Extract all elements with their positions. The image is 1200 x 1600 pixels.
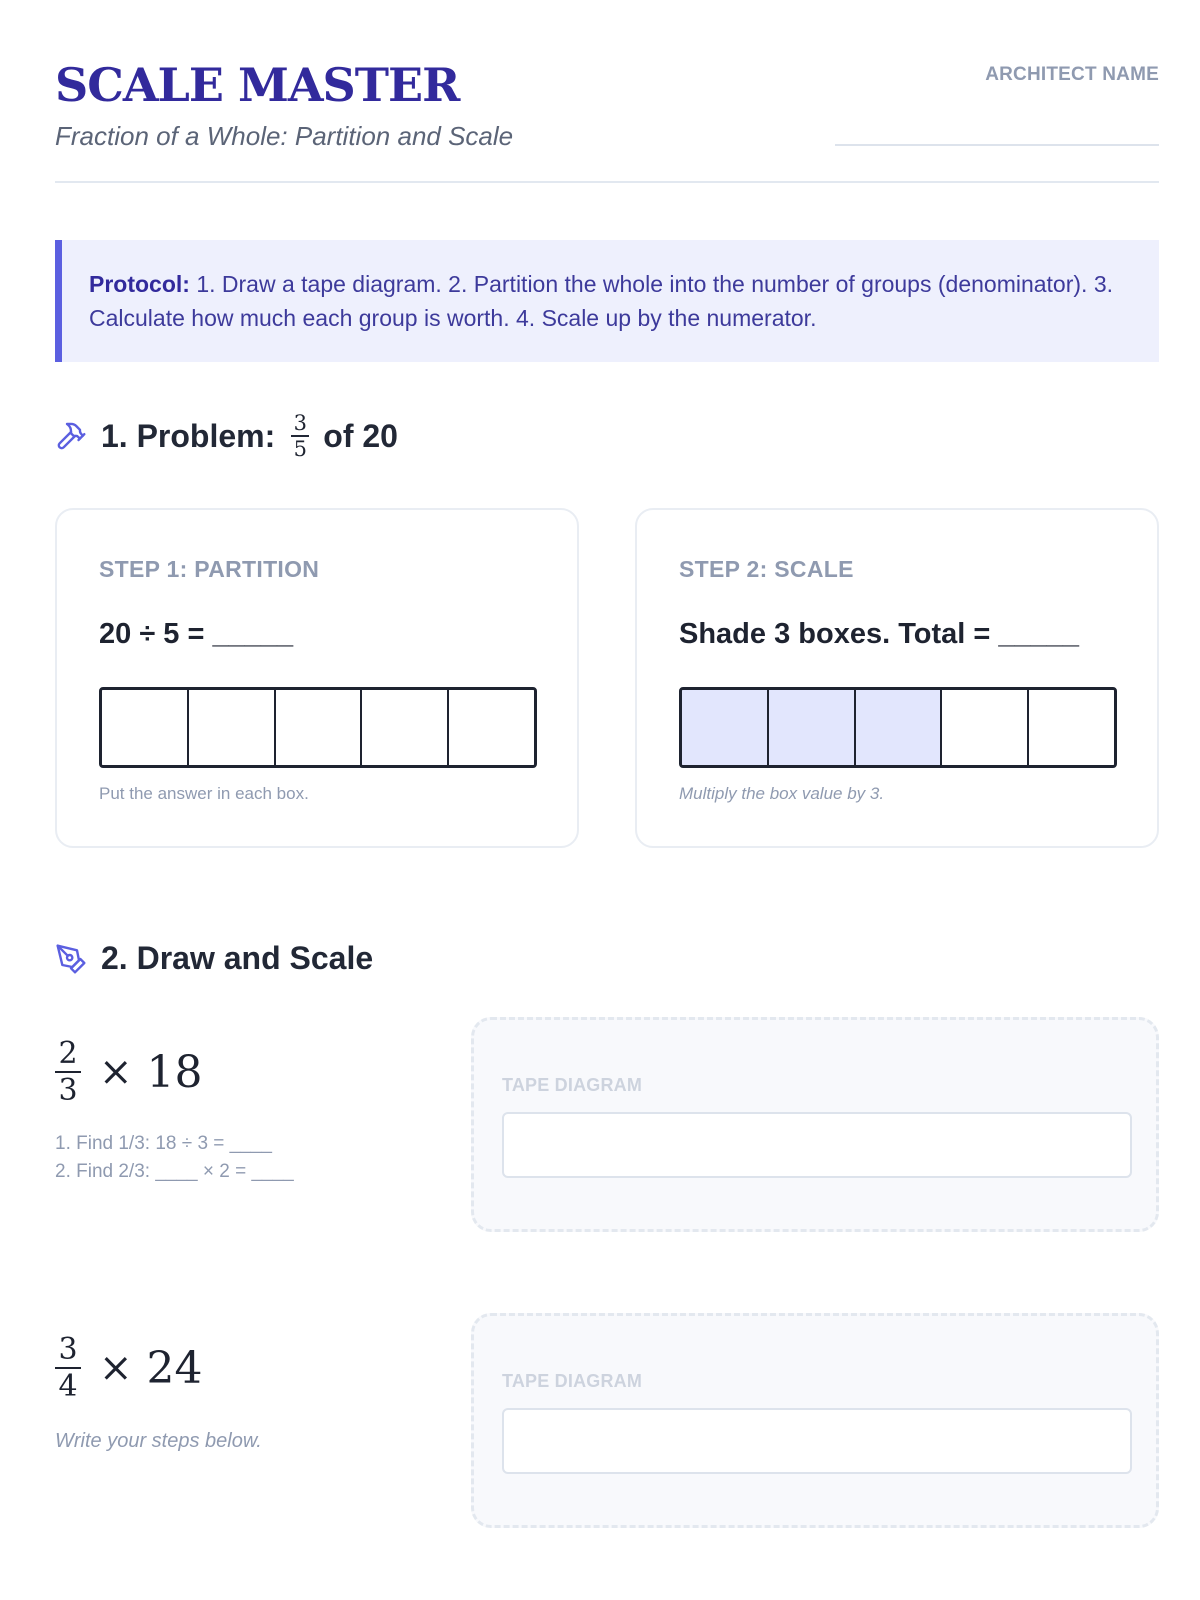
step-1-card	[55, 508, 579, 848]
step-1-equation: 20 ÷ 5 = _____	[99, 618, 294, 650]
tape-diagram-area-b	[471, 1313, 1159, 1528]
tape-diagram	[679, 687, 1117, 768]
problem-b-expression	[55, 1334, 455, 1402]
tape-diagram	[99, 687, 537, 768]
section-2-heading	[55, 940, 373, 977]
problem-a-step-2: 2. Find 2/3: ____ × 2 = ____	[55, 1161, 294, 1182]
tape-cell[interactable]	[362, 690, 449, 765]
tape-cell[interactable]	[1029, 690, 1114, 765]
tape-cell[interactable]	[276, 690, 363, 765]
problem-b-denominator: 4	[58, 1369, 78, 1404]
tape-diagram-drawing-box[interactable]	[502, 1408, 1132, 1474]
architect-name-label: ARCHITECT NAME	[985, 64, 1159, 85]
tape-cell-shaded[interactable]	[769, 690, 856, 765]
fraction-numerator: 3	[293, 411, 307, 435]
page-title: SCALE MASTER	[55, 58, 460, 112]
tape-diagram-label: TAPE DIAGRAM	[502, 1075, 643, 1095]
tape-cell-shaded[interactable]	[856, 690, 943, 765]
architect-name-field[interactable]	[835, 144, 1159, 146]
tape-cell[interactable]	[942, 690, 1029, 765]
section-1-heading	[55, 412, 398, 460]
problem-b-numerator: 3	[58, 1332, 78, 1367]
tape-cell[interactable]	[189, 690, 276, 765]
page-subtitle: Fraction of a Whole: Partition and Scale	[55, 121, 514, 151]
tape-cell[interactable]	[449, 690, 534, 765]
problem-b-fraction	[55, 1334, 81, 1402]
section-1-suffix: of 20	[323, 417, 398, 454]
tape-cell-shaded[interactable]	[682, 690, 769, 765]
fraction-denominator: 5	[293, 437, 307, 461]
problem-a-numerator: 2	[58, 1036, 78, 1071]
tape-diagram-area-a	[471, 1017, 1159, 1232]
tape-diagram-drawing-box[interactable]	[502, 1112, 1132, 1178]
times-operator: ×	[99, 1049, 133, 1095]
step-2-hint: Multiply the box value by 3.	[679, 784, 885, 803]
protocol-box	[55, 240, 1159, 362]
section-1-prefix: 1. Problem:	[101, 417, 276, 454]
problem-a-fraction	[55, 1038, 81, 1106]
step-2-title: STEP 2: SCALE	[679, 556, 854, 582]
header	[55, 58, 1159, 183]
problem-a-steps	[55, 1130, 455, 1186]
section-2-title: 2. Draw and Scale	[101, 940, 374, 976]
problem-a-denominator: 3	[58, 1073, 78, 1108]
times-operator: ×	[99, 1345, 133, 1391]
problem-b-whole: 24	[146, 1342, 203, 1394]
problem-a-step-1: 1. Find 1/3: 18 ÷ 3 = ____	[55, 1133, 272, 1154]
problem-b	[55, 1334, 455, 1453]
step-2-equation: Shade 3 boxes. Total = _____	[679, 618, 1080, 650]
problem-a-expression	[55, 1038, 455, 1106]
pen-tool-icon	[55, 943, 87, 975]
problem-a	[55, 1038, 455, 1186]
worksheet-page	[55, 0, 1159, 1600]
tape-cell[interactable]	[102, 690, 189, 765]
problem-fraction	[291, 412, 309, 460]
problem-a-whole: 18	[146, 1046, 203, 1098]
problem-b-note: Write your steps below.	[55, 1430, 262, 1452]
step-1-hint: Put the answer in each box.	[99, 784, 309, 803]
step-2-card	[635, 508, 1159, 848]
protocol-lead: Protocol:	[89, 271, 190, 297]
tape-diagram-label: TAPE DIAGRAM	[502, 1371, 643, 1391]
protocol-text: 1. Draw a tape diagram. 2. Partition the whole into the number of groups (denominator). 3. Calculate how much each group is worth. 4. Scale up by the numerator.	[89, 271, 1114, 331]
step-1-title: STEP 1: PARTITION	[99, 556, 320, 582]
hammer-icon	[55, 420, 87, 452]
